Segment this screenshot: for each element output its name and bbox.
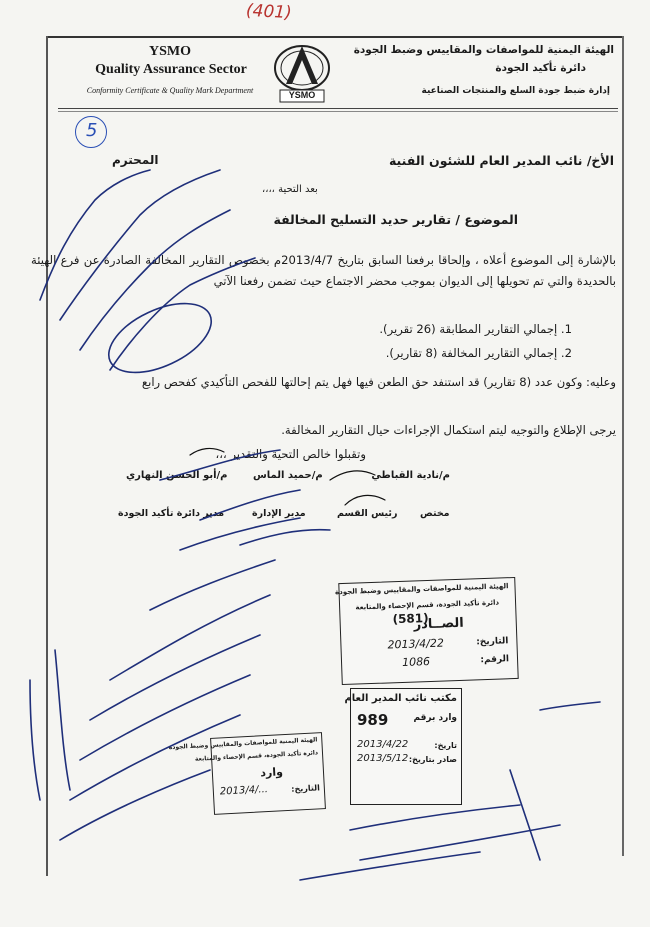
stamp2-number: 989 — [357, 711, 389, 729]
handwriting-stroke — [350, 805, 520, 830]
handwriting-stroke — [30, 680, 40, 800]
authority-name-ar: الهيئة اليمنية للمواصفات والمقاييس وضبط الجودة — [353, 44, 614, 56]
handwriting-stroke — [60, 770, 210, 840]
sector-name: Quality Assurance Sector — [95, 62, 247, 77]
handwriting-stroke — [55, 650, 70, 790]
subject-line: الموضوع / تقارير حديد التسليح المخالفة — [273, 212, 518, 227]
handwriting-stroke — [110, 595, 270, 680]
closing-line: وتقبلوا خالص التحية والتقدير ،،، — [215, 447, 366, 461]
stamp1-label: الصــادر — [413, 615, 465, 633]
handwriting-stroke — [180, 518, 300, 550]
ysmo-logo — [272, 40, 332, 104]
frame-top-border — [46, 36, 624, 38]
stamp1-authority: الهيئة اليمنية للمواصفات والمقاييس وضبط الجودة — [334, 582, 509, 597]
handwriting-stroke — [510, 770, 540, 860]
stamp2-date: 2013/4/22 — [357, 739, 409, 750]
stamp3-authority: الهيئة اليمنية للمواصفات والمقاييس وضبط الجودة — [168, 736, 318, 752]
signatory-name-2: م/حميد الماس — [253, 470, 323, 481]
stamp2-out-date: 2013/5/12 — [357, 753, 409, 764]
handwriting-stroke — [240, 530, 330, 545]
circled-number: 5 — [86, 120, 98, 141]
stamp3-date-label: التاريخ: — [291, 783, 321, 794]
request-line: يرجى الإطلاع والتوجيه ليتم استكمال الإجراءات حيال التقارير المخالفة. — [281, 423, 616, 437]
frame-right-border — [622, 36, 624, 856]
stamp2-incoming-label: وارد برقم — [413, 713, 457, 723]
handwriting-stroke — [150, 560, 275, 610]
org-short-name: YSMO — [149, 44, 191, 59]
stamp2-title: مكتب نائب المدير العام — [344, 693, 457, 704]
signatory-name-3: م/نادية القباطي — [371, 470, 450, 481]
stamp3-label: وارد — [260, 765, 284, 780]
handwritten-page-number: (401) — [245, 0, 293, 24]
signatory-title-1: مدير دائرة تأكيد الجودة — [118, 508, 225, 519]
directorate-name-ar: دائرة تأكيد الجودة — [495, 62, 586, 74]
list-item-nonconforming: 2. إجمالي التقارير المخالفة (8 تقارير). — [385, 346, 572, 360]
stamp1-date-label: التاريخ: — [476, 636, 509, 648]
signature-stroke — [330, 471, 375, 480]
respected-word: المحترم — [112, 153, 159, 167]
handwriting-stroke — [360, 825, 560, 860]
recipient-line: الأخ/ نائب المدير العام للشئون الفنية — [388, 153, 614, 168]
stamp3-date: 2013/4/... — [219, 784, 269, 798]
handwriting-stroke — [540, 702, 600, 710]
deputy-office-stamp — [344, 688, 462, 805]
signatory-name-1: م/أبو الحسن النهاري — [126, 470, 228, 481]
stamp1-ref-label: الرقم: — [480, 654, 510, 666]
handwriting-stroke — [60, 170, 220, 320]
header-divider — [58, 108, 618, 109]
body-paragraph-1: بالإشارة إلى الموضوع أعلاه ، وإلحاقا برفعنا السابق بتاريخ 2013/4/7م بخصوص التقارير المخالفة الصادرة عن فرع الهيئة بالحديدة والتي تم تحويلها إلى الديوان بموجب محضر الاجتماع حيث تضمن رفعنا الآتي — [31, 253, 616, 288]
signatory-title-3: رئيس القسم — [337, 508, 398, 519]
outgoing-stamp — [334, 577, 518, 685]
admin-name-ar: إدارة ضبط جودة السلع والمنتجات الصناعية — [421, 86, 610, 96]
stamp1-date: 2013/4/22 — [387, 636, 445, 652]
handwriting-stroke — [90, 635, 260, 720]
stamp1-number: (581) — [392, 610, 429, 627]
department-name-en: Conformity Certificate & Quality Mark Department — [86, 86, 254, 95]
list-item-conforming: 1. إجمالي التقارير المطابقة (26 تقرير). — [379, 322, 572, 336]
handwriting-stroke — [300, 852, 480, 880]
signatory-title-2: مدير الإدارة — [252, 508, 306, 519]
stamp1-ref: 1086 — [401, 654, 431, 669]
incoming-stamp — [168, 732, 326, 815]
body-paragraph-2: وعليه: وكون عدد (8 تقارير) قد استنفد حق الطعن فيها فهل يتم إحالتها للفحص التأكيدي كفحص رابع — [141, 375, 616, 389]
header-divider-thin — [58, 111, 618, 112]
stamp1-directorate: دائرة تأكيد الجودة، قسم الإحصاء والمتابعة — [355, 598, 500, 612]
frame-left-border — [46, 36, 48, 876]
stamp2-out-label: صادر بتاريخ: — [408, 755, 457, 764]
signature-stroke — [345, 495, 385, 505]
stamp3-directorate: دائرة تأكيد الجودة، قسم الإحصاء والمتابعة — [194, 749, 319, 763]
greeting-line: بعد التحية ،،،، — [262, 184, 318, 195]
stamp2-date-label: تاريخ: — [434, 741, 457, 750]
signatory-title-4: مختص — [420, 508, 450, 519]
logo-caption: YSMO — [288, 90, 316, 100]
